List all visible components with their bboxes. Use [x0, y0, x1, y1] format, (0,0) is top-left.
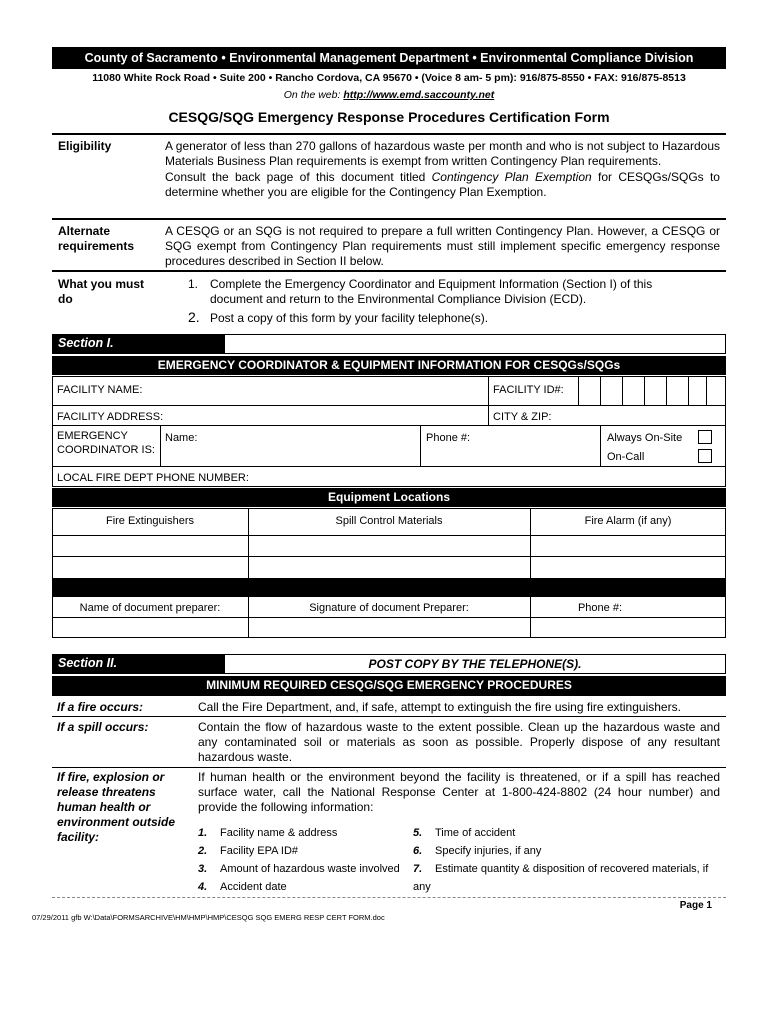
must-label-1: What you must [58, 277, 144, 291]
preparer-phone-label: Phone #: [577, 602, 623, 614]
coordinator-label-1: EMERGENCY [57, 430, 128, 442]
section1-bar [52, 334, 726, 354]
fire-text: Call the Fire Department, and, if safe, attempt to extinguish the fire using fire extinguishers. [198, 700, 681, 714]
coordinator-label [57, 429, 155, 457]
list-item [198, 824, 413, 842]
grid-line [706, 376, 707, 405]
list-text: Time of accident [435, 827, 516, 839]
grid-line [420, 425, 421, 466]
grid-line [160, 425, 161, 466]
list-item [413, 860, 725, 896]
grid-line [622, 376, 623, 405]
threat-label-line: If fire, explosion or [57, 770, 165, 784]
must-2-num: 2. [188, 309, 200, 325]
nrc-info-list-left [198, 824, 413, 896]
threat-label-line: release threatens [57, 785, 156, 799]
list-item [413, 842, 725, 860]
nrc-info-list-right [413, 824, 725, 896]
web-prefix: On the web: [283, 89, 344, 101]
divider [52, 270, 726, 272]
grid-line [52, 425, 726, 426]
facility-id-label: FACILITY ID#: [493, 384, 564, 396]
form-title: CESQG/SQG Emergency Response Procedures Certification Form [168, 109, 610, 125]
col-fire-extinguishers: Fire Extinguishers [105, 515, 195, 527]
list-text: Facility name & address [220, 827, 338, 839]
facility-name-label: FACILITY NAME: [57, 384, 143, 396]
list-text: Accident date [220, 881, 287, 893]
alternate-label-2: requirements [58, 239, 135, 253]
alternate-label [58, 224, 134, 254]
list-item [198, 842, 413, 860]
preparer-signature-label: Signature of document Preparer: [309, 602, 469, 614]
list-text: Specify injuries, if any [435, 845, 542, 857]
list-item [198, 860, 413, 878]
divider [52, 695, 726, 696]
grid-line [600, 376, 601, 405]
list-num: 5. [413, 827, 423, 839]
footer-rule [52, 897, 726, 898]
section2-heading: MINIMUM REQUIRED CESQG/SQG EMERGENCY PROCEDURES [52, 676, 726, 695]
eligibility-p2-b: for CESQGs/SQGs to determine whether you are eligible for the Contingency Plan Exemption. [165, 170, 720, 199]
section1-title-box [224, 334, 726, 354]
on-call-label: On-Call [607, 451, 645, 463]
eligibility-p2-a: Consult the back page of this document titled [165, 170, 432, 184]
section2-label: Section II. [58, 656, 118, 670]
grid-line [578, 376, 579, 405]
fire-label: If a fire occurs: [57, 700, 144, 714]
must-label-2: do [58, 292, 73, 306]
grid-line [644, 376, 645, 405]
col-spill-control: Spill Control Materials [335, 515, 443, 527]
eligibility-text [165, 139, 720, 200]
eligibility-paragraph-1: A generator of less than 270 gallons of hazardous waste per month and who is not subject to Hazardous Materials Business Plan requirements is exempt from written Contingency Plan requirements. [165, 139, 720, 168]
spill-text: Contain the flow of hazardous waste to the extent possible. Clean up the hazardous waste and any contaminated soil or materials as soon as possible. Properly dispose of any resultant hazardous waste. [198, 720, 720, 764]
list-num: 1. [198, 827, 208, 839]
web-link[interactable]: http://www.emd.saccounty.net [343, 89, 495, 101]
grid-line [488, 376, 489, 425]
coordinator-label-2: COORDINATOR IS: [57, 444, 155, 456]
must-1-num: 1. [188, 277, 199, 291]
list-num: 7. [413, 863, 423, 875]
grid-line [688, 376, 689, 405]
divider [52, 716, 726, 717]
city-zip-label: CITY & ZIP: [493, 411, 552, 423]
equipment-separator-bar [52, 578, 726, 597]
equipment-heading: Equipment Locations [52, 488, 726, 507]
file-path: 07/29/2011 gfb W:\Data\FORMSARCHIVE\HM\HMP\HMP\CESQG SQG EMERG RESP CERT FORM.doc [32, 913, 385, 922]
section1-heading: EMERGENCY COORDINATOR & EQUIPMENT INFORMATION FOR CESQGs/SQGs [52, 356, 726, 375]
list-num: 3. [198, 863, 208, 875]
eligibility-p2-em: Contingency Plan Exemption [431, 170, 592, 184]
list-num: 6. [413, 845, 423, 857]
coordinator-phone-label: Phone #: [426, 432, 471, 444]
list-num: 2. [198, 845, 208, 857]
divider [52, 133, 726, 135]
divider [52, 767, 726, 768]
agency-banner: County of Sacramento • Environmental Management Department • Environmental Compliance Division [52, 47, 726, 69]
alternate-text: A CESQG or an SQG is not required to prepare a full written Contingency Plan. However, a CESQG or SQG exempt from Contingency Plan requirements must still implement specific emergency response procedures described in Section II below. [165, 224, 720, 268]
on-call-checkbox[interactable] [698, 449, 712, 463]
must-1-text: Complete the Emergency Coordinator and Equipment Information (Section I) of this document and return to the Environmental Compliance Division (ECD). [210, 277, 653, 306]
threat-label-line: human health or [57, 800, 151, 814]
must-label [58, 277, 144, 307]
divider [52, 218, 726, 220]
section1-label: Section I. [58, 336, 114, 350]
grid-line [600, 425, 601, 466]
eligibility-paragraph-2 [165, 170, 720, 200]
threat-label [57, 770, 175, 845]
threat-label-line: environment outside [57, 815, 176, 829]
facility-address-label: FACILITY ADDRESS: [57, 411, 164, 423]
always-onsite-checkbox[interactable] [698, 430, 712, 444]
coordinator-name-label: Name: [165, 432, 198, 444]
must-2-text: Post a copy of this form by your facility telephone(s). [210, 311, 489, 325]
list-text: Amount of hazardous waste involved [220, 863, 400, 875]
page-number: Page 1 [679, 900, 712, 911]
preparer-name-label: Name of document preparer: [79, 602, 221, 614]
post-copy-box: POST COPY BY THE TELEPHONE(S). [224, 654, 726, 674]
list-item [413, 824, 725, 842]
threat-label-line: facility: [57, 830, 100, 844]
section2-bar [52, 654, 726, 674]
fire-dept-label: LOCAL FIRE DEPT PHONE NUMBER: [57, 472, 249, 484]
always-onsite-label: Always On-Site [607, 432, 683, 444]
grid-line [52, 466, 726, 467]
col-fire-alarm: Fire Alarm (if any) [584, 515, 672, 527]
threat-text: If human health or the environment beyond the facility is threatened, or if a spill has reached surface water, call the National Response Center at 1-800-424-8802 (24 hour number) and provide the following information: [198, 770, 720, 814]
grid-line [52, 556, 726, 557]
grid-line [666, 376, 667, 405]
list-item [198, 878, 413, 896]
grid-line [52, 617, 726, 618]
agency-address: 11080 White Rock Road • Suite 200 • Rancho Cordova, CA 95670 • (Voice 8 am- 5 pm): 916/875-8550 • FAX: 916/875-8513 [92, 72, 686, 84]
grid-line [52, 535, 726, 536]
spill-label: If a spill occurs: [57, 720, 149, 734]
list-text: Estimate quantity & disposition of recovered materials, if any [413, 863, 709, 893]
alternate-label-1: Alternate [58, 224, 111, 238]
grid-line [52, 405, 726, 406]
list-num: 4. [198, 881, 208, 893]
agency-web [52, 89, 726, 101]
eligibility-label: Eligibility [58, 139, 112, 153]
list-text: Facility EPA ID# [220, 845, 299, 857]
